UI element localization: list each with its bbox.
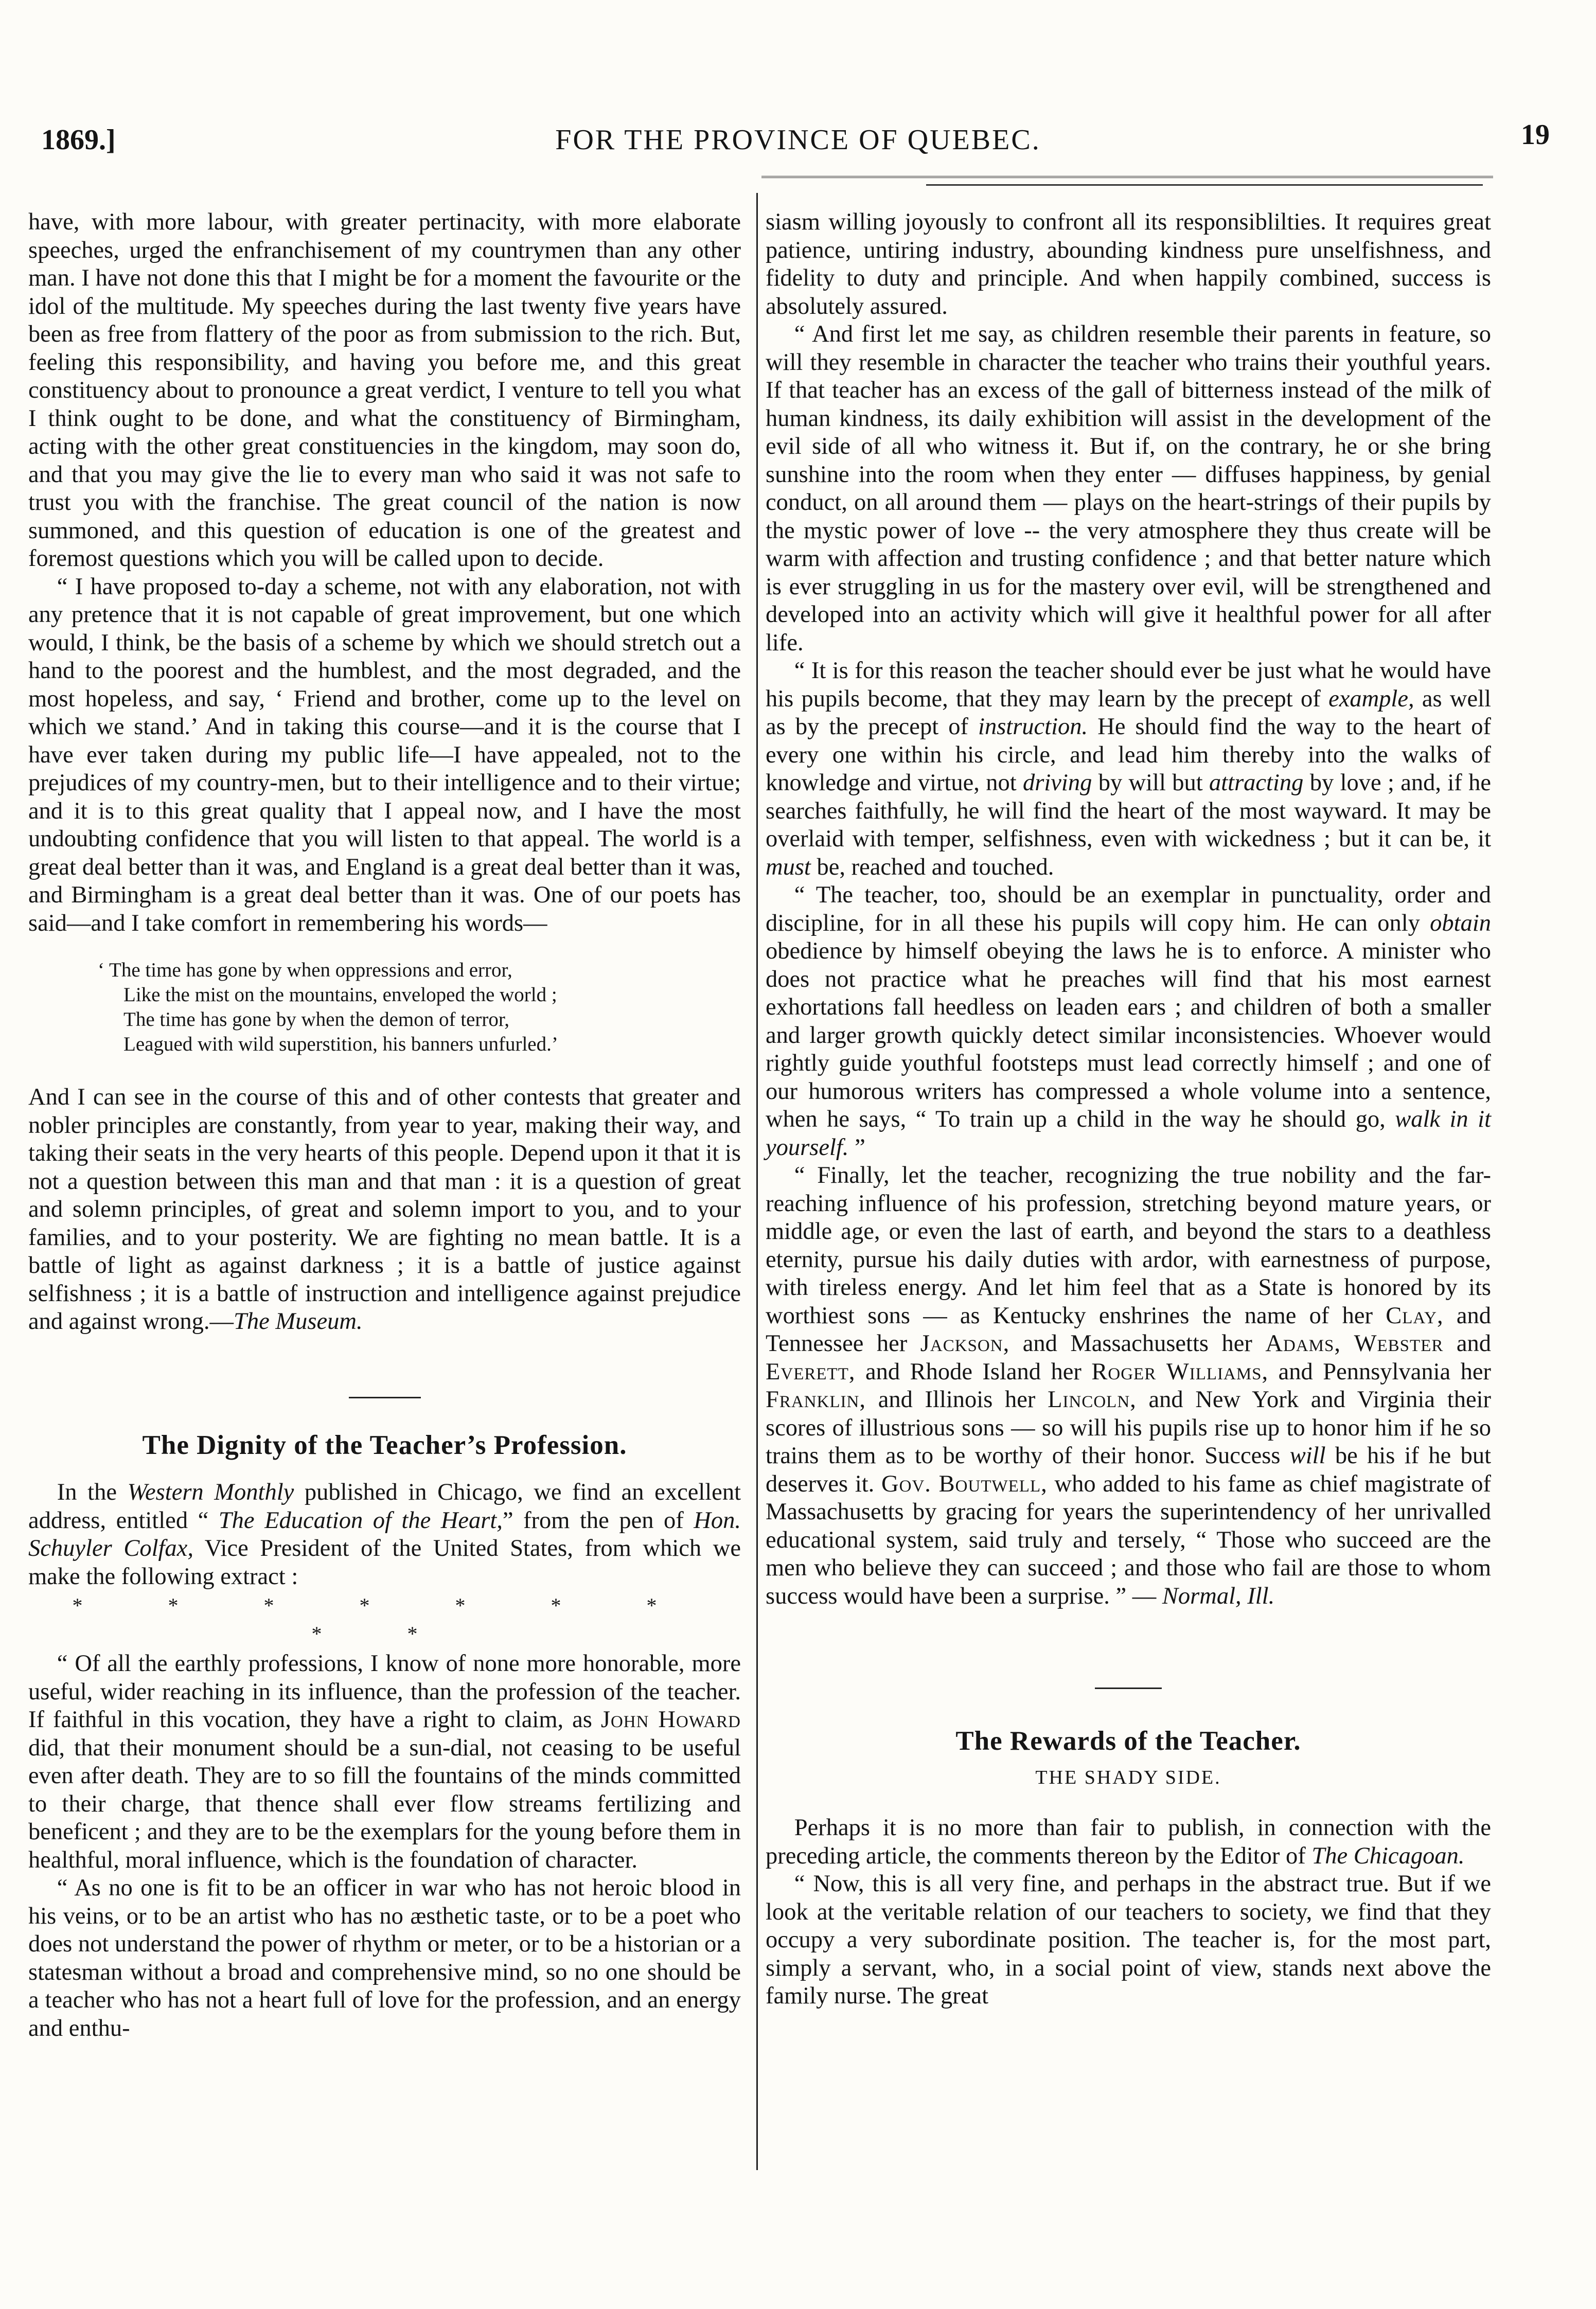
person-name: Gov. Boutwell, [881, 1470, 1048, 1497]
emphasis: instruction. [978, 714, 1088, 740]
text: Vice President of the United States, from which we make the following extract : [28, 1535, 741, 1590]
text: “ The teacher, too, should be an exemplar in punctuality, order and discipline, for in all these his pupils will copy him. He can only [766, 882, 1491, 936]
text: published in Chicago, we find an excellent address, entitled “ [28, 1479, 741, 1534]
paragraph [28, 1084, 741, 1336]
poem-quote [98, 958, 741, 1057]
text: Perhaps it is no more than fair to publish, in connection with the preceding article, the comments thereon by the Editor of [766, 1815, 1491, 1869]
text: “ Finally, let the teacher, recognizing the true nobility and the far-reaching influence of his profession, stretching beyond mature years, or middle age, or even the last of earth, and beyond the stars to a deathless eternity, pursue his daily duties with ardor, with earnestness of purpose, with tireless energy. And let him feel that as a State is honored by its worthiest sons — as Kentucky enshrines the name of her [766, 1162, 1491, 1329]
text: be, reached and touched. [810, 854, 1054, 880]
paragraph [766, 1814, 1491, 1870]
paragraph-text: And I can see in the course of this and of other contests that greater and nobler principles are constantly, from year to year, making their way, and taking their seats in the very hearts of this people. Depend upon it that it is not a question between this man and that man : it is a question of great and solemn principles, of great and solemn import to you, and to your families, and to your posterity. We are fighting no mean battle. It is a battle of light as against darkness ; it is a battle of justice against selfishness ; it is a battle of instruction and intelligence against prejudice and against wrong.— [28, 1084, 741, 1335]
person-name: Franklin, [766, 1387, 866, 1413]
emphasis: driving [1023, 770, 1092, 796]
poem-line: Like the mist on the mountains, enveloped the world ; [123, 984, 557, 1006]
text: “ It is for this reason the teacher should ever be just what he would have his pupils become, that they may learn by the precept of [766, 658, 1491, 712]
source-citation: The Museum. [234, 1308, 363, 1335]
text: as well as by the precept of [766, 685, 1491, 740]
paragraph: “ As no one is fit to be an officer in war who has not heroic blood in his veins, or to be an artist who has no æsthetic taste, or to be a poet who does not understand the power of rhythm or meter, or to be a historian or a statesman without a broad and comprehensive mind, so no one should be a teacher who has not a heart full of love for the profession, and an energy and enthu- [28, 1875, 741, 2041]
person-name: Everett, [766, 1358, 856, 1385]
emphasis: attracting [1209, 770, 1304, 796]
header-rule-secondary [926, 184, 1483, 186]
person-name: Roger Williams, [1091, 1358, 1269, 1385]
text: He should find the way to the heart of every one within his circle, and lead him thereby into the walks of knowledge and virtue, not [766, 714, 1491, 796]
text: “ Of all the earthly professions, I know of none more honorable, more useful, wider reaching in its influence, than the profession of the teacher. If faithful in this vocation, they have a right to claim, as [28, 1650, 741, 1733]
paragraph: have, with more labour, with greater pertinacity, with more elaborate speeches, urged the enfranchisement of my countrymen than any other man. I have not done this that I might be for a moment the favourite or the idol of the multitude. My speeches during the last twenty five years have been as free from flattery of the poor as from submission to the rich. But, feeling this responsibility, and having you before me, and this great constituency about to pronounce a great verdict, I venture to tell you what I think ought to be done, and what the constituency of Birmingham, acting with the other great constituencies in the kingdom, may soon do, and that you may give the lie to every man who said it was not safe to trust you with the franchise. The great council of the nation is now summoned, and this question of education is one of the greatest and foremost questions which you will be called upon to decide. [28, 209, 741, 572]
emphasis: will [1289, 1443, 1326, 1469]
text: be his if he but deserves it. [766, 1443, 1491, 1497]
paragraph [28, 1650, 741, 1874]
page-number: 19 [1521, 119, 1550, 151]
right-column [766, 208, 1491, 2011]
person-name: Adams, Webster [1265, 1330, 1444, 1357]
paragraph: “ Now, this is all very fine, and perhaps in the abstract true. But if we look at the veritable relation of our teachers to society, we find that they occupy a very subordinate position. The teacher is, for the most part, simply a servant, who, in a social point of view, stands next above the family nurse. The great [766, 1871, 1491, 2009]
emphasis: walk in it yourself. [766, 1106, 1491, 1161]
text: and Pennsylvania her [1268, 1358, 1491, 1385]
text: by will but [1092, 770, 1209, 796]
text: and Tennessee her [766, 1302, 1491, 1357]
paragraph [766, 1162, 1491, 1610]
left-column [28, 208, 741, 2042]
poem-line: ‘ The time has gone by when oppressions and error, [98, 959, 512, 981]
paragraph [766, 881, 1491, 1162]
paragraph [28, 1479, 741, 1591]
text: and Rhode Island her [855, 1358, 1092, 1385]
author-name: Hon. Schuyler Colfax, [28, 1507, 741, 1561]
page-header [41, 118, 1555, 165]
publication-title: Western Monthly [127, 1479, 294, 1505]
header-title: FOR THE PROVINCE OF QUEBEC. [555, 124, 1041, 156]
paragraph [766, 657, 1491, 881]
header-rule [761, 176, 1493, 178]
publication-title: The Chicagoan. [1311, 1842, 1465, 1869]
paragraph: “ And first let me say, as children resemble their parents in feature, so will they resemble in character the teacher who trains their youthful years. If that teacher has an excess of the gall of bitterness instead of the milk of human kindness, its daily exhibition will assist in the development of the evil side of all who witness it. But if, on the contrary, he or she bring sunshine into the room when they enter — diffuses happiness, by genial conduct, on all around them — plays on the heart-strings of their pupils by the mystic power of love -- the very atmosphere they thus create will be warm with affection and trusting confidence ; and that better nature which is ever struggling in us for the mastery over evil, will be strengthened and developed into an activity which will give it healthful power for all after life. [766, 321, 1491, 656]
paragraph: “ I have proposed to-day a scheme, not with any elaboration, not with any pretence that it is not capable of great improvement, but one which would, I think, be the basis of a scheme by which we should stretch out a hand to the poorest and the humblest, and the most degraded, and the most hopeless, and say, ‘ Friend and brother, come up to the level on which we stand.’ And in taking this course—and it is the course that I have ever taken during my public life—I have appealed, not to the prejudices of my country-men, but to their intelligence and to their virtue; and it is to this great quality that I appeal now, and I have the most undoubting confidence that you will listen to that appeal. The world is a great deal better than it was, and England is a great deal better than it was, and Birmingham is a great deal better than it was. One of our poets has said—and I take comfort in remembering his words— [28, 573, 741, 936]
text: and Massachusetts her [1009, 1330, 1266, 1357]
header-year: 1869.] [41, 124, 116, 156]
paragraph: siasm willing joyously to confront all its responsiblilties. It requires great patience, untiring industry, abounding kindness pure unselfishness, and fidelity to duty and principle. And when happily combined, success is absolutely assured. [766, 209, 1491, 319]
text: and [1443, 1330, 1492, 1357]
emphasis: obtain [1430, 910, 1491, 936]
ellipsis-stars: * * * * * * * * * [72, 1594, 697, 1645]
article-subheading: THE SHADY SIDE. [1035, 1766, 1221, 1788]
emphasis: must [766, 854, 811, 880]
text: and New York and Virginia their scores of illustrious sons — so will his pupils rise up to honor him if he so trains them as to be worthy of their honor. Success [766, 1387, 1491, 1469]
address-title: The Education of the Heart, [218, 1507, 503, 1534]
person-name: Clay, [1386, 1302, 1444, 1329]
text: by love ; and, if he searches faithfully, he will find the heart of the most wayward. It may be overlaid with temper, selfishness, even with wickedness ; but it can be, it [766, 770, 1491, 852]
text: In the [57, 1479, 128, 1505]
section-divider [1095, 1688, 1162, 1689]
article-heading: The Dignity of the Teacher’s Profession. [142, 1430, 627, 1460]
poem-line: Leagued with wild superstition, his banners unfurled.’ [123, 1033, 558, 1055]
text: ” from the pen of [502, 1507, 694, 1534]
text: did, that their monument should be a sun-dial, not ceasing to be useful even after death. They are to so fill the fountains of the minds committed to their charge, that thence shall ever flow streams fertilizing and beneficent ; and they are to be the exemplars for the young before them in healthful, moral influence, which is the foundation of character. [28, 1734, 741, 1873]
article-heading: The Rewards of the Teacher. [955, 1726, 1301, 1756]
person-name: John Howard [600, 1707, 741, 1733]
text: and Illinois her [865, 1387, 1048, 1413]
emphasis: example, [1328, 685, 1414, 712]
section-divider [349, 1397, 421, 1398]
poem-line: The time has gone by when the demon of terror, [123, 1008, 510, 1031]
text: who added to his fame as chief magistrate of Massachusetts by gracing for years the superintendency of her unrivalled educational system, said truly and tersely, “ Those who succeed are the men who believe they can succeed ; and those who fail are those to whom success would have been a surprise. ” — [766, 1470, 1491, 1609]
column-divider [756, 193, 758, 2170]
text: obedience by himself obeying the laws he is to enforce. A minister who does not practice what he preaches will find that his most earnest exhortations fall heedless on leaden ears ; and children of both a smaller and larger growth quickly detect similar inconsistencies. Whoever would rightly guide youthful footsteps must lead correctly himself ; and one of our humorous writers has compressed a whole volume into a sentence, when he says, “ To train up a child in the way he should go, [766, 938, 1491, 1132]
person-name: Lincoln, [1048, 1387, 1137, 1413]
text: ” [848, 1134, 865, 1161]
source-citation: Normal, Ill. [1162, 1583, 1275, 1609]
person-name: Jackson, [920, 1330, 1010, 1357]
